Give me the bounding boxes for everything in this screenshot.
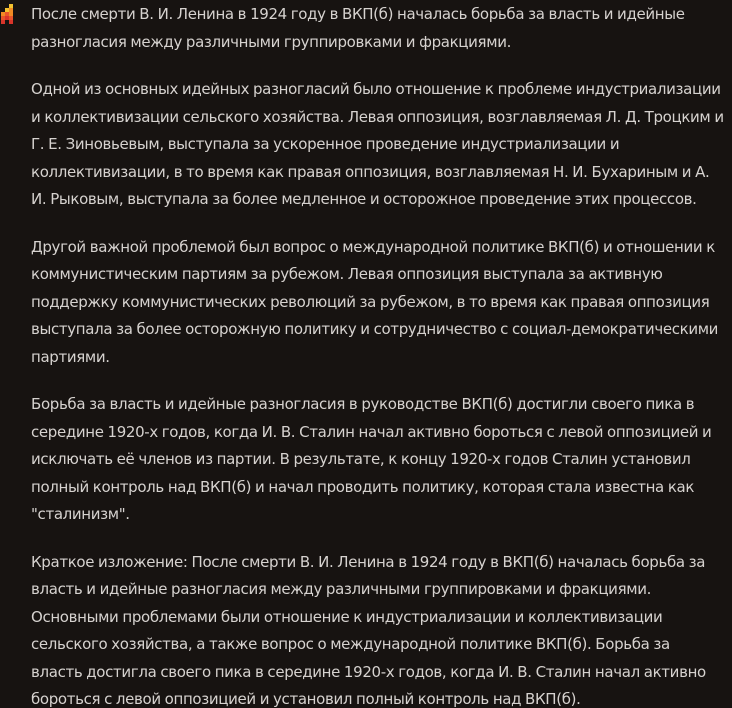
message-paragraph-2: Одной из основных идейных разногласий было отношение к проблеме индустриализации и коллективизации сельского хозяйства. Левая оппозиция, возглавляемая Л. Д. Троцким и Г. Е. Зиновьевым, выступала за ускоренное проведение индустриализации и коллективизации, в то время как правая оппозиция, возглавляемая Н. И. Бухариным и А. И. Рыковым, выступала за более медленное и осторожное проведение этих процессов. [31, 80, 724, 208]
message-paragraph-1: После смерти В. И. Ленина в 1924 году в ВКП(б) началась борьба за власть и идейные разногласия между различными группировками и фракциями. [31, 5, 685, 51]
message-paragraph-4: Борьба за власть и идейные разногласия в руководстве ВКП(б) достигли своего пика в середине 1920-х годов, когда И. В. Сталин начал активно бороться с левой оппозицией и исключать её членов из партии. В результате, к концу 1920-х годов Сталин установил полный контроль над ВКП(б) и начал проводить политику, которая стала известна как "сталинизм". [31, 395, 712, 523]
assistant-avatar-icon [0, 4, 13, 24]
message-paragraph-3: Другой важной проблемой был вопрос о международной политике ВКП(б) и отношении к коммунистическим партиям за рубежом. Левая оппозиция выступала за активную поддержку коммунистических революций за рубежом, в то время как правая оппозиция выступала за более осторожную политику и сотрудничество с социал-демократическими партиями. [31, 237, 719, 366]
assistant-message [31, 1, 725, 708]
assistant-pixel-avatar-icon [0, 4, 13, 24]
message-paragraph-5: Краткое изложение: После смерти В. И. Ленина в 1924 году в ВКП(б) началась борьба за власть и идейные разногласия между различными группировками и фракциями. Основными проблемами были отношение к индустриализации и коллективизации сельского хозяйства, а также вопрос о международной политике ВКП(б). Борьба за власть достигла своего пика в середине 1920-х годов, когда И. В. Сталин начал активно бороться с левой оппозицией и установил полный контроль над ВКП(б). [31, 552, 706, 708]
